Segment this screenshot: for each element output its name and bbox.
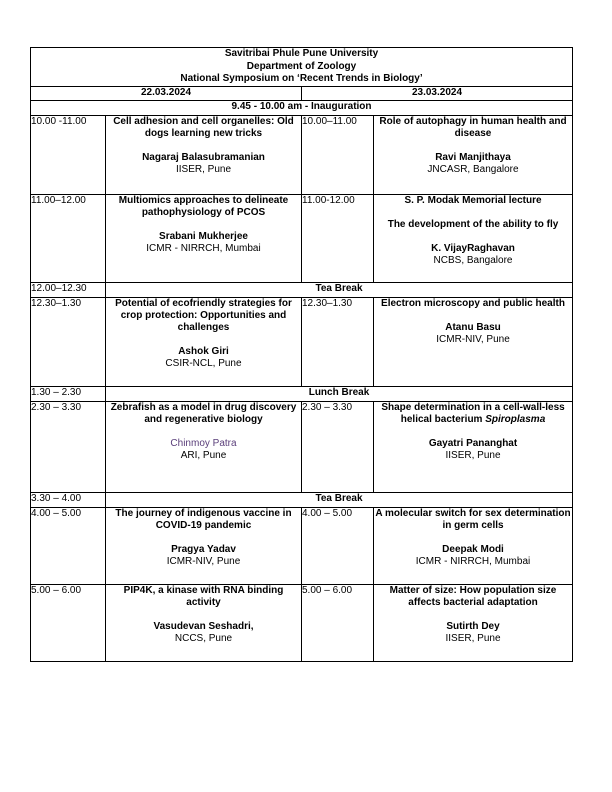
university-name: Savitribai Phule Pune University xyxy=(224,48,379,59)
session-time: 10.00–11.00 xyxy=(302,115,374,194)
session-time: 10.00 -11.00 xyxy=(31,115,106,194)
speaker-name: Ashok Giri xyxy=(178,345,229,357)
talk-title: PIP4K, a kinase with RNA binding activity xyxy=(123,584,284,608)
speaker-affiliation: ICMR - NIRRCH, Mumbai xyxy=(146,242,261,254)
session-time: 11.00–12.00 xyxy=(31,194,106,282)
speaker-name: Pragya Yadav xyxy=(171,543,236,555)
speaker-name: Nagaraj Balasubramanian xyxy=(142,151,265,163)
lecture-name: S. P. Modak Memorial lecture xyxy=(404,194,542,206)
speaker-name: Srabani Mukherjee xyxy=(159,230,248,242)
dates-row xyxy=(31,86,573,100)
talk-title: The development of the ability to fly xyxy=(387,218,559,230)
inauguration-label: 9.45 - 10.00 am - Inauguration xyxy=(31,100,573,115)
break-time: 1.30 – 2.30 xyxy=(31,386,106,401)
speaker-name: K. VijayRaghavan xyxy=(431,242,515,254)
organism-name: Spiroplasma xyxy=(485,413,546,425)
symposium-title: National Symposium on ‘Recent Trends in Biology’ xyxy=(180,73,423,84)
break-row xyxy=(31,492,573,507)
session-row xyxy=(31,401,573,492)
break-time: 3.30 – 4.00 xyxy=(31,492,106,507)
talk-cell xyxy=(106,584,302,661)
talk-title-text: Shape determination in a cell-wall-less helical bacterium xyxy=(381,401,565,425)
talk-cell xyxy=(106,115,302,194)
talk-cell xyxy=(374,401,573,492)
session-time: 5.00 – 6.00 xyxy=(31,584,106,661)
session-row xyxy=(31,194,573,282)
session-time: 11.00-12.00 xyxy=(302,194,374,282)
speaker-name: Chinmoy Patra xyxy=(170,437,237,449)
speaker-affiliation: JNCASR, Bangalore xyxy=(427,163,519,175)
talk-title: Cell adhesion and cell organelles: Old dogs learning new tricks xyxy=(113,115,294,139)
header-row xyxy=(31,48,573,87)
break-time: 12.00–12.30 xyxy=(31,282,106,297)
speaker-affiliation: ICMR-NIV, Pune xyxy=(166,555,241,567)
header-cell xyxy=(31,48,573,87)
speaker-affiliation: CSIR-NCL, Pune xyxy=(165,357,242,369)
talk-title: Potential of ecofriendly strategies for crop protection: Opportunities and challenges xyxy=(115,297,292,333)
speaker-affiliation: NCCS, Pune xyxy=(174,632,233,644)
session-time: 4.00 – 5.00 xyxy=(31,507,106,584)
program-table xyxy=(30,47,573,662)
session-row xyxy=(31,297,573,386)
speaker-affiliation: NCBS, Bangalore xyxy=(433,254,513,266)
speaker-name: Atanu Basu xyxy=(445,321,501,333)
speaker-affiliation: ICMR - NIRRCH, Mumbai xyxy=(415,555,531,567)
session-row xyxy=(31,584,573,661)
break-label: Tea Break xyxy=(106,282,573,297)
talk-title: Electron microscopy and public health xyxy=(381,297,565,309)
session-time: 2.30 – 3.30 xyxy=(31,401,106,492)
talk-cell xyxy=(106,401,302,492)
talk-cell xyxy=(374,297,573,386)
inauguration-row xyxy=(31,100,573,115)
session-time: 5.00 – 6.00 xyxy=(302,584,374,661)
speaker-affiliation: ICMR-NIV, Pune xyxy=(436,333,510,345)
session-time: 4.00 – 5.00 xyxy=(302,507,374,584)
talk-title: Zebrafish as a model in drug discovery and regenerative biology xyxy=(110,401,297,425)
session-time: 12.30–1.30 xyxy=(302,297,374,386)
talk-cell xyxy=(106,194,302,282)
talk-cell xyxy=(374,194,573,282)
break-label: Lunch Break xyxy=(106,386,573,401)
break-label: Tea Break xyxy=(106,492,573,507)
speaker-affiliation: ARI, Pune xyxy=(180,449,227,461)
speaker-affiliation: IISER, Pune xyxy=(445,449,501,461)
day2-date: 23.03.2024 xyxy=(302,86,573,100)
talk-title: A molecular switch for sex determination in germ cells xyxy=(375,507,571,531)
session-row xyxy=(31,507,573,584)
break-row xyxy=(31,386,573,401)
session-time: 12.30–1.30 xyxy=(31,297,106,386)
talk-title: Role of autophagy in human health and disease xyxy=(379,115,567,139)
speaker-name: Ravi Manjithaya xyxy=(435,151,511,163)
talk-cell xyxy=(106,507,302,584)
talk-title xyxy=(374,402,572,426)
talk-cell xyxy=(374,115,573,194)
talk-title: Matter of size: How population size affects bacterial adaptation xyxy=(389,584,557,608)
talk-cell xyxy=(374,584,573,661)
talk-cell xyxy=(374,507,573,584)
break-row xyxy=(31,282,573,297)
talk-title: The journey of indigenous vaccine in COVID-19 pandemic xyxy=(115,507,292,531)
speaker-affiliation: IISER, Pune xyxy=(445,632,501,644)
speaker-name: Vasudevan Seshadri, xyxy=(153,620,254,632)
session-time: 2.30 – 3.30 xyxy=(302,401,374,492)
day1-date: 22.03.2024 xyxy=(31,86,302,100)
talk-title: Multiomics approaches to delineate pathophysiology of PCOS xyxy=(118,194,289,218)
session-row xyxy=(31,115,573,194)
speaker-name: Deepak Modi xyxy=(442,543,504,555)
speaker-name: Sutirth Dey xyxy=(446,620,500,632)
speaker-affiliation: IISER, Pune xyxy=(175,163,232,175)
department-name: Department of Zoology xyxy=(246,60,357,72)
speaker-name: Gayatri Pananghat xyxy=(428,437,518,449)
talk-cell xyxy=(106,297,302,386)
